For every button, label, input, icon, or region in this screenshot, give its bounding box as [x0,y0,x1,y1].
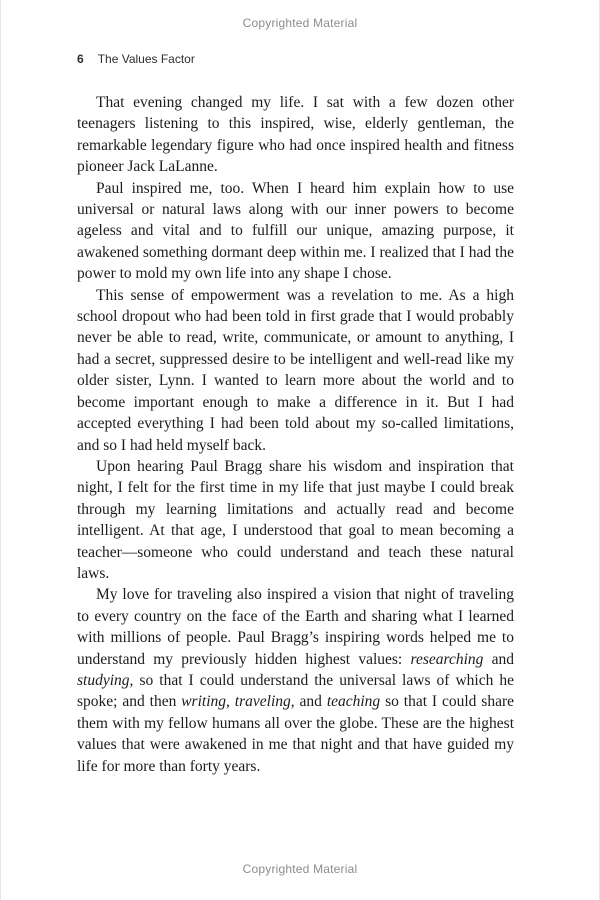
paragraph [77,92,514,178]
text-run: so that I could share them with my fellow humans all over the globe. These are the highest values that were awakened in me that night and that have guided my life for more than forty years. [77,693,514,775]
text-run: Upon hearing Paul Bragg share his wisdom and inspiration that night, I felt for the first time in my life that just maybe I could break through my learning limitations and actually read and become intelligent. At that age, I understood that goal to mean becoming a teacher—someone who could understand and teach these natural laws. [77,457,514,582]
italic-run: writing [181,693,227,711]
italic-run: researching [410,650,484,668]
text-run: Paul inspired me, too. When I heard him explain how to use universal or natural laws along with our inner powers to become ageless and vital and to fulfill our unique, amazing purpose, it awakened something dormant deep within me. I realized that I had the power to mold my own life into any shape I chose. [77,179,514,283]
paragraph [77,178,514,285]
text-run: This sense of empowerment was a revelation to me. As a high school dropout who had been told in first grade that I would probably never be able to read, write, communicate, or amount to anything, I had a secret, suppressed desire to be intelligent and well-read like my older sister, Lynn. I wanted to learn more about the world and to become important enough to make a difference in it. But I had accepted everything I had been told about my so-called limitations, and so I had held myself back. [77,286,514,454]
text-run: , and [290,693,327,711]
copyright-notice-top: Copyrighted Material [242,16,358,30]
text-run: That evening changed my life. I sat with a few dozen other teenagers listening to this inspired, wise, elderly gentleman, the remarkable legendary figure who had once inspired health and fitness pioneer Jack LaLanne. [77,94,514,176]
body-text [77,92,514,777]
italic-run: teaching [326,693,381,711]
paragraph [77,584,514,777]
book-title: The Values Factor [97,52,195,66]
running-header [77,52,195,66]
paragraph [77,456,514,584]
text-run: and [483,650,514,668]
italic-run: studying [77,671,130,689]
text-run: , [226,693,235,711]
text-run: , so that I could understand the universal laws of which he spoke; and then [77,671,514,711]
copyright-notice-bottom: Copyrighted Material [242,862,358,876]
paragraph [77,285,514,456]
italic-run: traveling [234,693,291,711]
page-number: 6 [77,52,84,66]
text-run: My love for traveling also inspired a vision that night of traveling to every country on the face of the Earth and sharing what I learned with millions of people. Paul Bragg’s inspiring words helped me to understand my previously hidden highest values: [77,586,514,668]
